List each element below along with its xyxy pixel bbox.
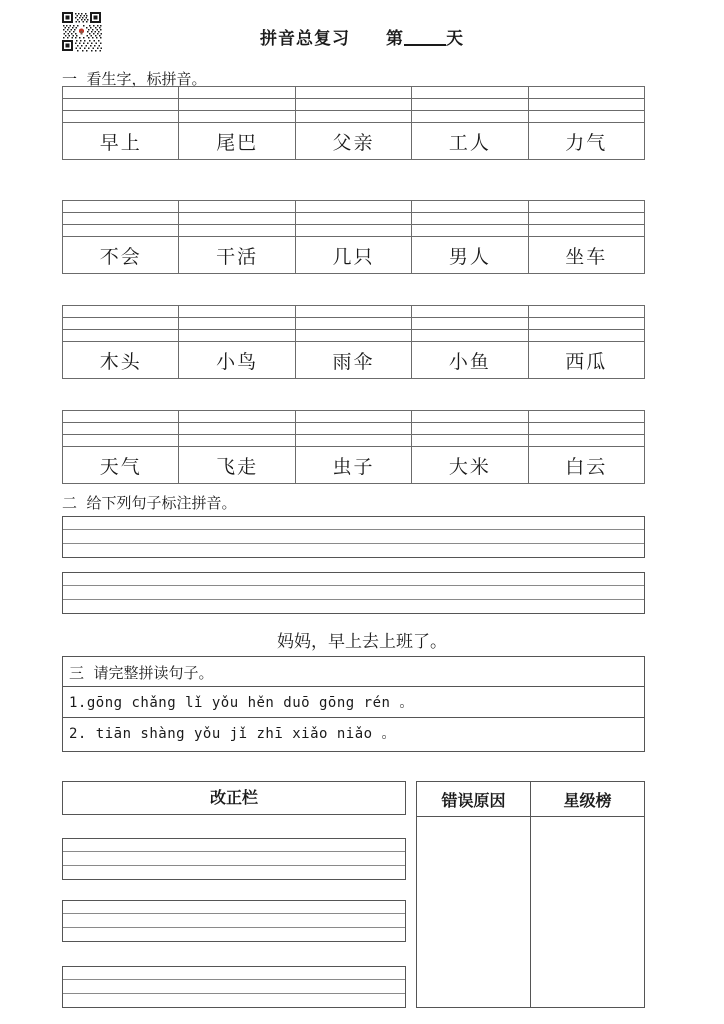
- pinyin-guide-cell[interactable]: [295, 225, 411, 237]
- example-sentence: 妈妈，早上去上班了。: [277, 632, 447, 652]
- pinyin-guide-cell[interactable]: [528, 306, 644, 318]
- pinyin-guide-cell[interactable]: [295, 87, 411, 99]
- pinyin-guide-cell[interactable]: [63, 87, 179, 99]
- pinyin-sentence-2: 2. tiān shàng yǒu jǐ zhī xiǎo niǎo 。: [69, 726, 397, 742]
- word-cell: 小鱼: [412, 342, 528, 379]
- pinyin-guide-cell[interactable]: [412, 87, 528, 99]
- pinyin-sentence-1: 1.gōng chǎng lǐ yǒu hěn duō gōng rén 。: [63, 687, 644, 718]
- pinyin-guide-cell[interactable]: [412, 213, 528, 225]
- error-reason-cell[interactable]: [417, 817, 531, 1008]
- pinyin-writing-block-2[interactable]: [62, 572, 645, 614]
- pinyin-guide-cell[interactable]: [528, 225, 644, 237]
- pinyin-guide-row: [63, 411, 645, 423]
- score-table-header-row: [417, 782, 645, 817]
- pinyin-guide-cell[interactable]: [179, 330, 295, 342]
- correction-block-3[interactable]: [62, 966, 406, 1008]
- page-header: [0, 0, 724, 58]
- pinyin-guide-cell[interactable]: [63, 111, 179, 123]
- star-rank-cell[interactable]: [531, 817, 645, 1008]
- word-cell: 几只: [295, 237, 411, 274]
- word-cell: 坐车: [528, 237, 644, 274]
- pinyin-guide-cell[interactable]: [179, 87, 295, 99]
- pinyin-guide-cell[interactable]: [63, 435, 179, 447]
- pinyin-guide-cell[interactable]: [412, 318, 528, 330]
- word-cell: 力气: [528, 123, 644, 160]
- word-row: [63, 123, 645, 160]
- pinyin-guide-row: [63, 213, 645, 225]
- word-cell: 木头: [63, 342, 179, 379]
- writing-line[interactable]: [63, 914, 405, 927]
- pinyin-guide-cell[interactable]: [528, 111, 644, 123]
- section-three-box: [62, 656, 645, 752]
- page-title: [0, 24, 724, 49]
- pinyin-guide-cell[interactable]: [179, 99, 295, 111]
- pinyin-guide-row: [63, 318, 645, 330]
- word-cell: 飞走: [179, 447, 295, 484]
- word-table-3: [62, 305, 645, 379]
- pinyin-guide-cell[interactable]: [295, 111, 411, 123]
- writing-line[interactable]: [63, 530, 644, 543]
- pinyin-guide-cell[interactable]: [295, 411, 411, 423]
- writing-line[interactable]: [63, 967, 405, 980]
- pinyin-guide-row: [63, 87, 645, 99]
- pinyin-guide-cell[interactable]: [295, 330, 411, 342]
- word-table-2: [62, 200, 645, 274]
- writing-line[interactable]: [63, 980, 405, 993]
- pinyin-guide-cell[interactable]: [295, 435, 411, 447]
- pinyin-guide-cell[interactable]: [295, 201, 411, 213]
- writing-line[interactable]: [63, 928, 405, 941]
- word-row: [63, 447, 645, 484]
- pinyin-guide-cell[interactable]: [412, 225, 528, 237]
- word-row: [63, 342, 645, 379]
- pinyin-guide-cell[interactable]: [528, 423, 644, 435]
- writing-line[interactable]: [63, 866, 405, 879]
- writing-line[interactable]: [63, 839, 405, 852]
- word-cell: 干活: [179, 237, 295, 274]
- pinyin-guide-cell[interactable]: [63, 201, 179, 213]
- pinyin-guide-cell[interactable]: [528, 201, 644, 213]
- pinyin-guide-cell[interactable]: [179, 318, 295, 330]
- pinyin-guide-cell[interactable]: [63, 318, 179, 330]
- pinyin-guide-cell[interactable]: [179, 306, 295, 318]
- word-cell: 西瓜: [528, 342, 644, 379]
- pinyin-guide-row: [63, 435, 645, 447]
- pinyin-guide-cell[interactable]: [63, 99, 179, 111]
- word-row: [63, 237, 645, 274]
- pinyin-writing-block-1[interactable]: [62, 516, 645, 558]
- word-cell: 早上: [63, 123, 179, 160]
- pinyin-guide-cell[interactable]: [412, 99, 528, 111]
- pinyin-guide-cell[interactable]: [295, 213, 411, 225]
- section-two-heading: 二 给下列句子标注拼音。: [62, 494, 237, 512]
- section-three-heading: 三 请完整拼读句子。: [63, 657, 644, 687]
- pinyin-guide-row: [63, 423, 645, 435]
- word-cell: 不会: [63, 237, 179, 274]
- pinyin-guide-cell[interactable]: [528, 213, 644, 225]
- pinyin-guide-cell[interactable]: [412, 330, 528, 342]
- pinyin-guide-cell[interactable]: [528, 99, 644, 111]
- pinyin-guide-row: [63, 330, 645, 342]
- word-cell: 小鸟: [179, 342, 295, 379]
- pinyin-guide-cell[interactable]: [63, 330, 179, 342]
- writing-line[interactable]: [63, 600, 644, 613]
- score-table-body-row: [417, 817, 645, 1008]
- writing-line[interactable]: [63, 901, 405, 914]
- word-cell: 父亲: [295, 123, 411, 160]
- pinyin-guide-cell[interactable]: [412, 423, 528, 435]
- pinyin-guide-cell[interactable]: [412, 201, 528, 213]
- pinyin-guide-cell[interactable]: [295, 306, 411, 318]
- pinyin-guide-cell[interactable]: [528, 435, 644, 447]
- pinyin-guide-cell[interactable]: [179, 213, 295, 225]
- word-cell: 尾巴: [179, 123, 295, 160]
- writing-line[interactable]: [63, 586, 644, 599]
- word-table-4: [62, 410, 645, 484]
- page-title-day-suffix: 天: [446, 29, 464, 49]
- pinyin-guide-cell[interactable]: [412, 435, 528, 447]
- pinyin-guide-cell[interactable]: [179, 225, 295, 237]
- pinyin-guide-cell[interactable]: [63, 306, 179, 318]
- pinyin-guide-cell[interactable]: [179, 435, 295, 447]
- pinyin-guide-cell[interactable]: [528, 87, 644, 99]
- pinyin-guide-row: [63, 225, 645, 237]
- pinyin-guide-cell[interactable]: [63, 411, 179, 423]
- word-cell: 白云: [528, 447, 644, 484]
- pinyin-guide-cell[interactable]: [179, 111, 295, 123]
- correction-column-header: 改正栏: [62, 781, 406, 815]
- section-one-heading: 一 看生字，标拼音。: [62, 70, 207, 88]
- correction-block-1[interactable]: [62, 838, 406, 880]
- pinyin-guide-cell[interactable]: [179, 201, 295, 213]
- error-reason-header: 错误原因: [417, 782, 531, 817]
- correction-block-2[interactable]: [62, 900, 406, 942]
- writing-line[interactable]: [63, 573, 644, 586]
- pinyin-guide-cell[interactable]: [412, 111, 528, 123]
- pinyin-guide-cell[interactable]: [63, 225, 179, 237]
- pinyin-guide-cell[interactable]: [528, 318, 644, 330]
- word-cell: 虫子: [295, 447, 411, 484]
- word-cell: 天气: [63, 447, 179, 484]
- star-rank-header: 星级榜: [531, 782, 645, 817]
- word-cell: 男人: [412, 237, 528, 274]
- pinyin-guide-cell[interactable]: [528, 411, 644, 423]
- word-cell: 雨伞: [295, 342, 411, 379]
- writing-line[interactable]: [63, 994, 405, 1007]
- pinyin-guide-cell[interactable]: [63, 213, 179, 225]
- pinyin-guide-cell[interactable]: [528, 330, 644, 342]
- pinyin-guide-cell[interactable]: [179, 423, 295, 435]
- pinyin-guide-cell[interactable]: [412, 411, 528, 423]
- pinyin-guide-row: [63, 201, 645, 213]
- pinyin-guide-cell[interactable]: [412, 306, 528, 318]
- pinyin-guide-cell[interactable]: [295, 99, 411, 111]
- writing-line[interactable]: [63, 852, 405, 865]
- page-title-main: 拼音总复习: [260, 29, 350, 49]
- pinyin-guide-cell[interactable]: [179, 411, 295, 423]
- page-title-day-prefix: 第: [386, 29, 404, 49]
- day-blank-line: [404, 44, 446, 46]
- score-table: [416, 781, 645, 1008]
- word-cell: 大米: [412, 447, 528, 484]
- pinyin-guide-cell[interactable]: [295, 318, 411, 330]
- pinyin-guide-row: [63, 99, 645, 111]
- word-table-1: [62, 86, 645, 160]
- pinyin-guide-row: [63, 111, 645, 123]
- pinyin-guide-row: [63, 306, 645, 318]
- word-cell: 工人: [412, 123, 528, 160]
- pinyin-guide-cell[interactable]: [295, 423, 411, 435]
- writing-line[interactable]: [63, 544, 644, 557]
- pinyin-guide-cell[interactable]: [63, 423, 179, 435]
- writing-line[interactable]: [63, 517, 644, 530]
